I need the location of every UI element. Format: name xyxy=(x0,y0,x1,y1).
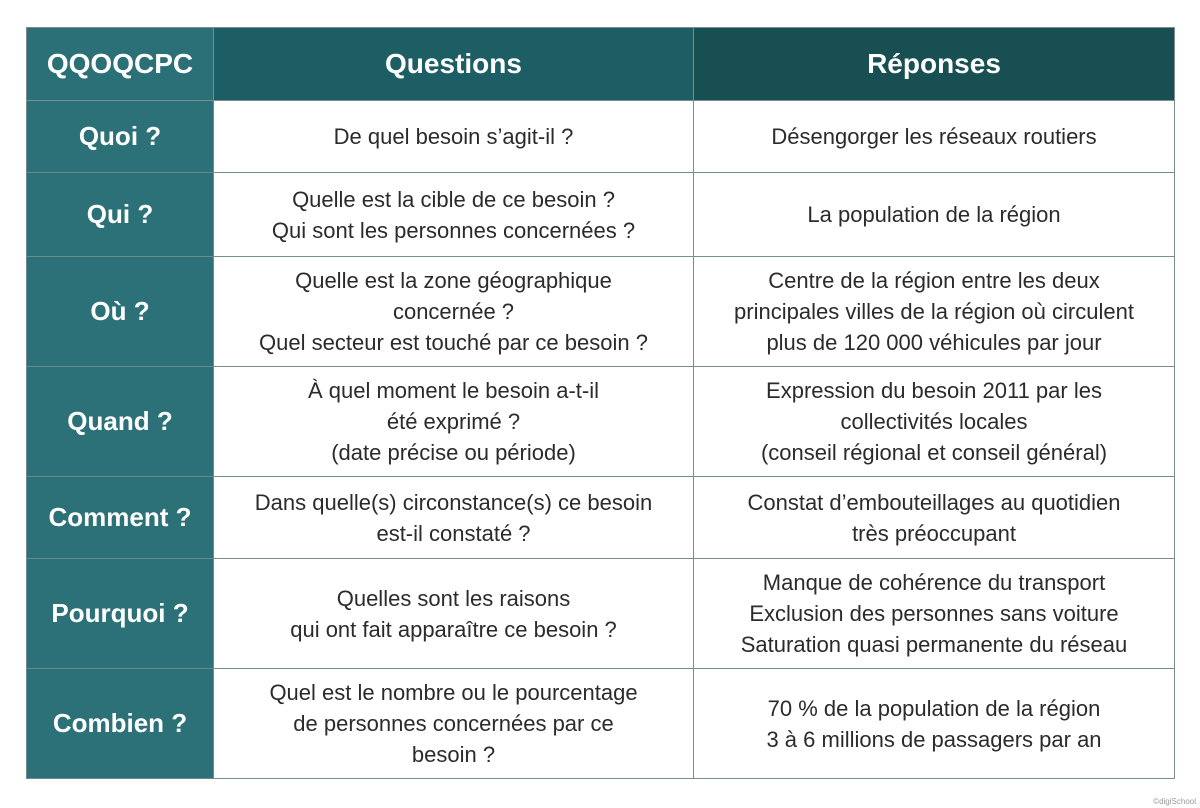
answer-line: Saturation quasi permanente du réseau xyxy=(740,632,1128,657)
question-line: Quel secteur est touché par ce besoin ? xyxy=(259,330,648,355)
answer-line: collectivités locales xyxy=(840,409,1028,434)
table-row-pourquoi xyxy=(27,559,1175,669)
question-line: besoin ? xyxy=(411,742,496,767)
row-label: Comment ? xyxy=(27,477,214,559)
answer-line: Désengorger les réseaux routiers xyxy=(771,124,1097,149)
question-cell xyxy=(214,173,694,257)
question-line: Qui sont les personnes concernées ? xyxy=(271,217,636,243)
question-cell xyxy=(214,257,694,367)
row-label: Quand ? xyxy=(27,367,214,477)
row-label: Pourquoi ? xyxy=(27,559,214,669)
answer-cell xyxy=(694,257,1175,367)
table-row-ou xyxy=(27,257,1175,367)
qqoqcpc-table xyxy=(26,27,1175,779)
row-label: Combien ? xyxy=(27,669,214,779)
question-cell xyxy=(214,477,694,559)
table-row-quoi xyxy=(27,101,1175,173)
answer-cell xyxy=(694,173,1175,257)
answer-line: 70 % de la population de la région xyxy=(767,695,1101,721)
answer-cell xyxy=(694,101,1175,173)
table-body xyxy=(27,101,1175,779)
row-label: Qui ? xyxy=(27,173,214,257)
credit-text: ©digiSchool xyxy=(1153,797,1196,806)
row-label: Où ? xyxy=(27,257,214,367)
answer-line: Exclusion des personnes sans voiture xyxy=(749,601,1119,626)
question-line: de personnes concernées par ce xyxy=(293,711,614,736)
question-line: De quel besoin s’agit-il ? xyxy=(333,124,574,149)
answer-cell xyxy=(694,559,1175,669)
table-row-comment xyxy=(27,477,1175,559)
answer-cell xyxy=(694,477,1175,559)
answer-line: (conseil régional et conseil général) xyxy=(760,440,1108,465)
answer-cell xyxy=(694,367,1175,477)
question-line: été exprimé ? xyxy=(386,409,521,434)
answer-line: Constat d’embouteillages au quotidien xyxy=(747,489,1121,515)
answer-line: plus de 120 000 véhicules par jour xyxy=(766,330,1102,355)
header-row xyxy=(27,28,1175,101)
question-line: est-il constaté ? xyxy=(376,520,531,546)
question-line: Quelle est la cible de ce besoin ? xyxy=(292,186,615,212)
question-cell xyxy=(214,367,694,477)
row-label: Quoi ? xyxy=(27,101,214,173)
question-cell xyxy=(214,669,694,779)
table-row-combien xyxy=(27,669,1175,779)
header-questions: Questions xyxy=(214,28,694,101)
answer-line: 3 à 6 millions de passagers par an xyxy=(766,726,1102,752)
answer-line: très préoccupant xyxy=(852,520,1016,546)
answer-line: Expression du besoin 2011 par les xyxy=(766,378,1102,403)
answer-line: Centre de la région entre les deux xyxy=(768,268,1100,293)
question-line: qui ont fait apparaître ce besoin ? xyxy=(290,616,617,642)
question-line: (date précise ou période) xyxy=(331,440,576,465)
question-line: Quelle est la zone géographique xyxy=(295,268,612,293)
question-cell xyxy=(214,101,694,173)
question-line: À quel moment le besoin a-t-il xyxy=(307,378,600,403)
answer-line: principales villes de la région où circulent xyxy=(734,299,1134,324)
answer-cell xyxy=(694,669,1175,779)
table-row-quand xyxy=(27,367,1175,477)
table-row-qui xyxy=(27,173,1175,257)
question-cell xyxy=(214,559,694,669)
question-line: concernée ? xyxy=(392,299,515,324)
question-line: Dans quelle(s) circonstance(s) ce besoin xyxy=(254,489,653,515)
header-qqoqcpc: QQOQCPC xyxy=(27,28,214,101)
header-answers: Réponses xyxy=(694,28,1175,101)
question-line: Quelles sont les raisons xyxy=(336,585,571,611)
answer-line: La population de la région xyxy=(807,202,1061,227)
answer-line: Manque de cohérence du transport xyxy=(762,570,1106,595)
question-line: Quel est le nombre ou le pourcentage xyxy=(269,680,638,705)
